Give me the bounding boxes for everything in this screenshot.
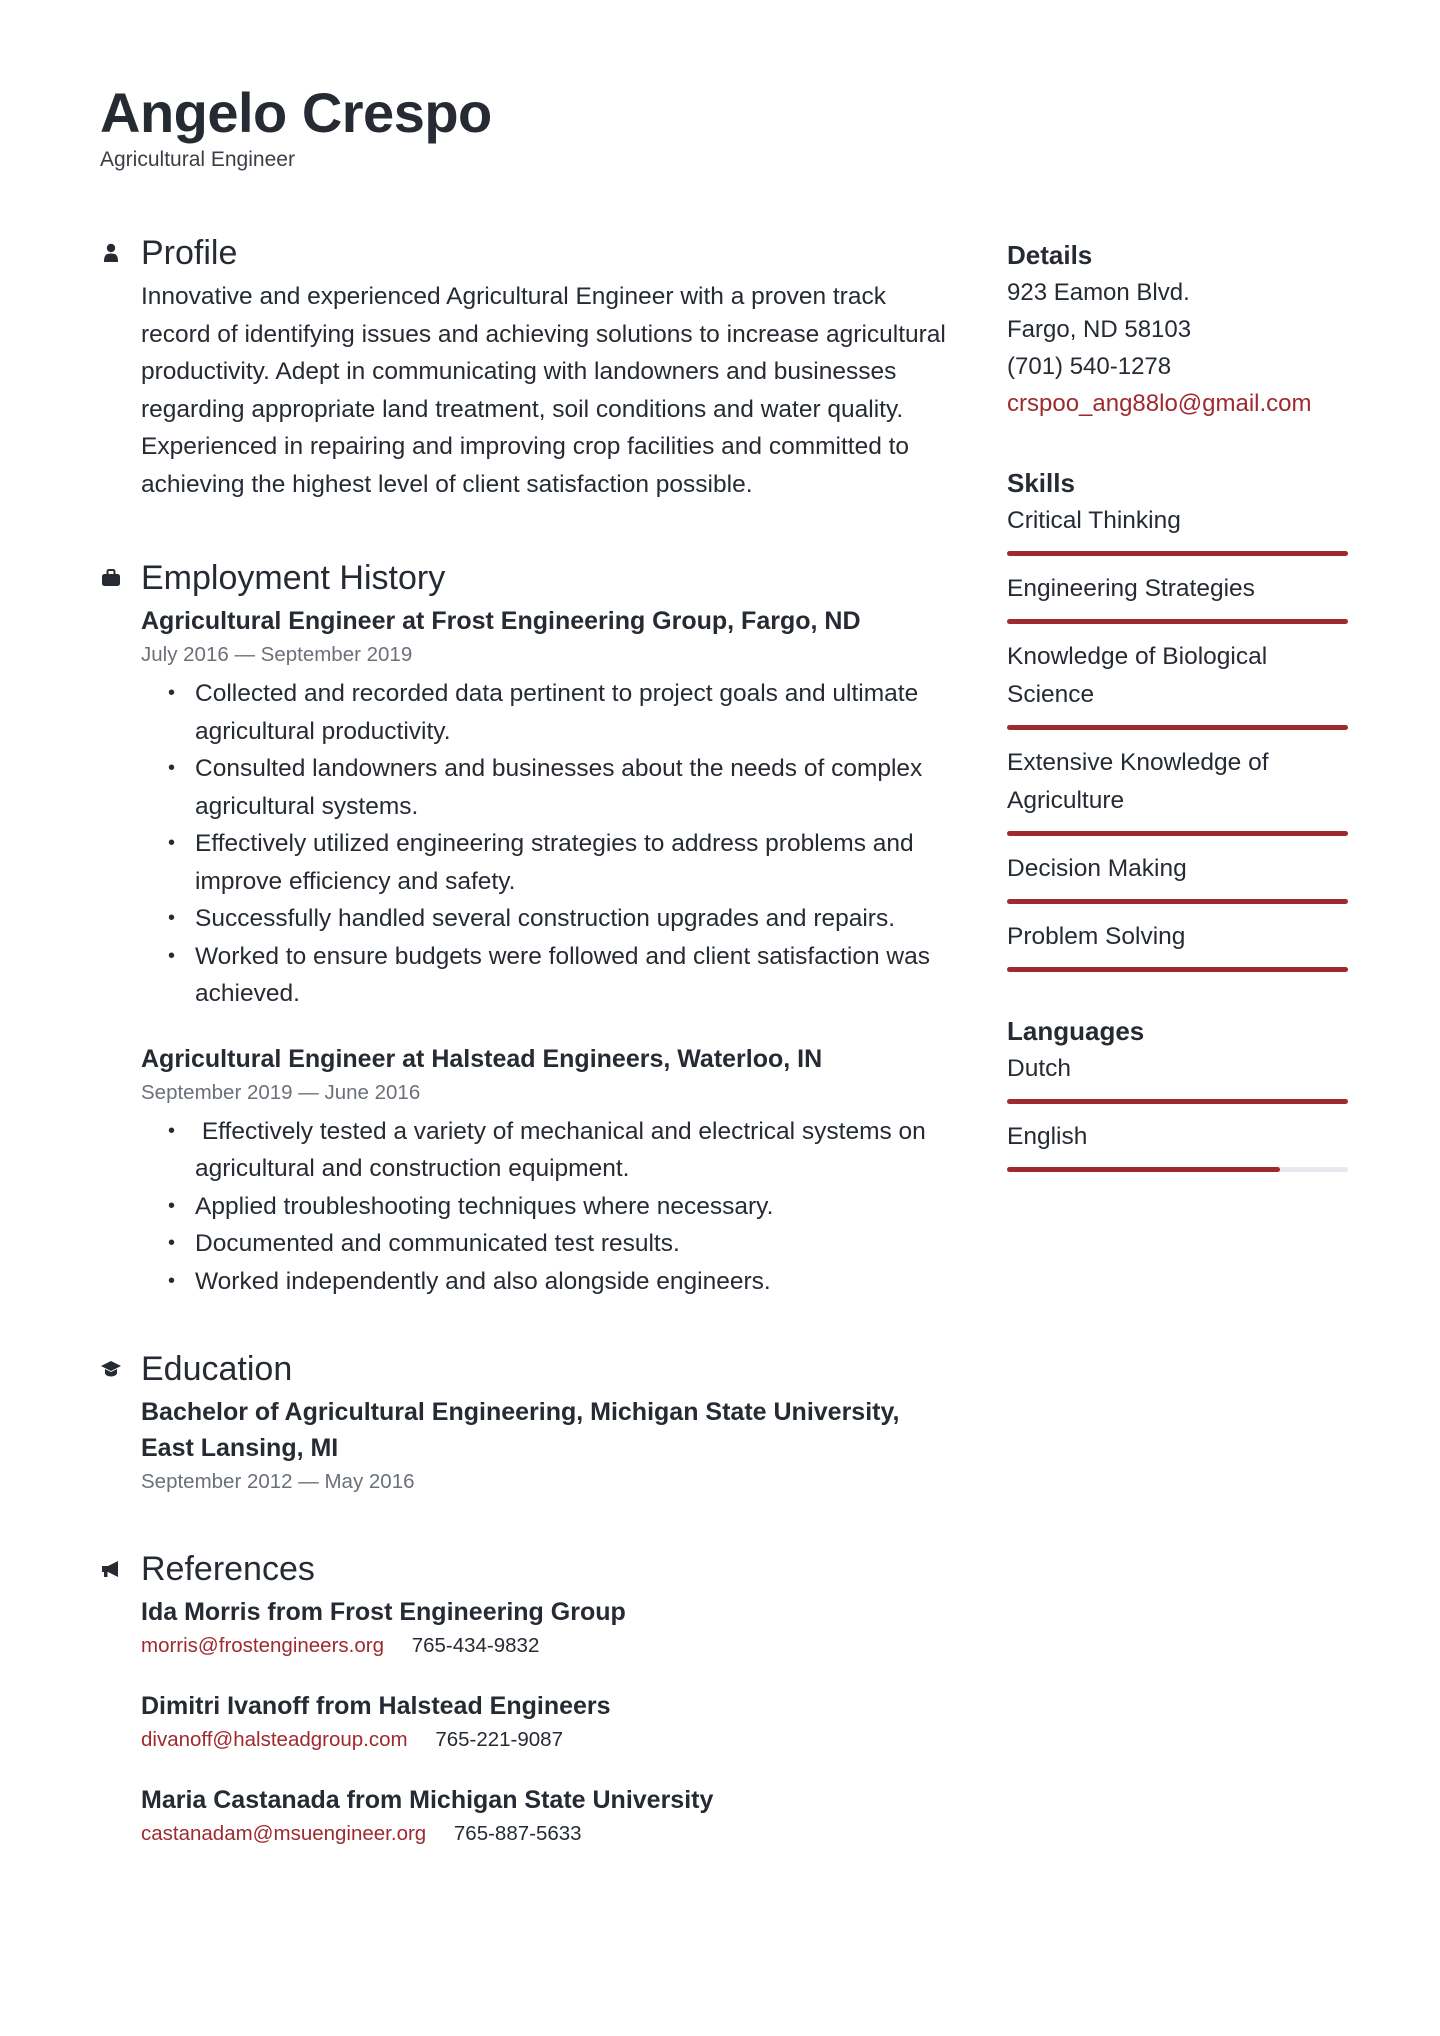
job-bullet: • Successfully handled several construction upgrades and repairs.	[141, 900, 950, 938]
skills-heading: Skills	[1007, 468, 1075, 498]
profile-heading: Profile	[141, 232, 950, 274]
email-link[interactable]: crspoo_ang88lo@gmail.com	[1007, 390, 1312, 417]
skill-item	[1007, 744, 1348, 836]
megaphone-icon	[100, 1558, 122, 1580]
details-heading: Details	[1007, 240, 1093, 270]
language-name: English	[1007, 1123, 1088, 1150]
skill-level-bar	[1007, 619, 1348, 624]
employment-section	[100, 557, 950, 1300]
job-dates: September 2019 — June 2016	[141, 1080, 421, 1104]
reference-phone: 765-221-9087	[435, 1728, 563, 1751]
job-bullet: • Effectively tested a variety of mechanical and electrical systems on agricultural and construction equipment.	[141, 1113, 950, 1188]
job-title: Agricultural Engineer at Halstead Engineers, Waterloo, IN	[141, 1044, 823, 1073]
skill-item	[1007, 918, 1348, 972]
job-title: Agricultural Engineer at Frost Engineering Group, Fargo, ND	[141, 607, 861, 635]
skill-level-bar	[1007, 831, 1348, 836]
reference-item	[141, 1688, 950, 1756]
skill-level-bar	[1007, 967, 1348, 972]
job-entry	[141, 603, 950, 1013]
job-bullet: • Collected and recorded data pertinent to project goals and ultimate agricultural productivity.	[141, 675, 950, 750]
candidate-name: Angelo Crespo	[100, 81, 492, 144]
candidate-title: Agricultural Engineer	[100, 148, 295, 171]
language-level-bar	[1007, 1167, 1348, 1172]
skill-name: Knowledge of Biological Science	[1007, 643, 1268, 708]
skill-item	[1007, 850, 1348, 904]
graduation-cap-icon	[100, 1358, 122, 1380]
skill-level-bar	[1007, 551, 1348, 556]
job-bullets	[141, 675, 950, 1013]
language-item	[1007, 1118, 1348, 1172]
reference-item	[141, 1594, 950, 1662]
briefcase-icon	[100, 567, 122, 589]
job-dates: July 2016 — September 2019	[141, 643, 413, 666]
reference-email-link[interactable]: castanadam@msuengineer.org	[141, 1822, 427, 1845]
reference-item	[141, 1782, 950, 1850]
details-section	[1007, 236, 1348, 422]
job-bullet: • Applied troubleshooting techniques where necessary.	[141, 1188, 950, 1226]
skill-name: Extensive Knowledge of Agriculture	[1007, 749, 1269, 814]
skills-section	[1007, 464, 1348, 972]
education-heading: Education	[141, 1348, 950, 1390]
language-name: Dutch	[1007, 1055, 1072, 1082]
profile-summary: Innovative and experienced Agricultural Engineer with a proven track record of identifying issues and achieving solutions to increase agricultural productivity. Adept in communicating with landowners and businesses regarding appropriate land treatment, soil conditions and water quality. Experienced in repairing and improving crop facilities and committed to achieving the highest level of client satisfaction possible.	[141, 283, 946, 498]
reference-name: Ida Morris from Frost Engineering Group	[141, 1598, 626, 1626]
references-heading: References	[141, 1548, 950, 1590]
language-level-bar	[1007, 1099, 1348, 1104]
skill-item	[1007, 638, 1348, 730]
degree-title: Bachelor of Agricultural Engineering, Michigan State University, East Lansing, MI	[141, 1398, 900, 1462]
job-bullet: • Effectively utilized engineering strategies to address problems and improve efficiency and safety.	[141, 825, 950, 900]
skill-name: Critical Thinking	[1007, 507, 1181, 534]
job-bullet: • Worked independently and also alongside engineers.	[141, 1263, 950, 1301]
main-column	[100, 232, 950, 1900]
job-bullet: • Documented and communicated test results.	[141, 1225, 950, 1263]
profile-section	[100, 232, 950, 503]
reference-name: Maria Castanada from Michigan State University	[141, 1786, 714, 1814]
language-item	[1007, 1050, 1348, 1104]
reference-phone: 765-434-9832	[411, 1634, 540, 1657]
skill-name: Engineering Strategies	[1007, 575, 1255, 602]
reference-email-link[interactable]: morris@frostengineers.org	[141, 1634, 384, 1657]
languages-section	[1007, 1012, 1348, 1172]
address-line-2: Fargo, ND 58103	[1007, 316, 1192, 343]
reference-email-link[interactable]: divanoff@halsteadgroup.com	[141, 1728, 408, 1751]
skill-name: Problem Solving	[1007, 923, 1186, 950]
job-bullet: • Worked to ensure budgets were followed and client satisfaction was achieved.	[141, 938, 950, 1013]
skill-level-bar	[1007, 725, 1348, 730]
job-bullet: • Consulted landowners and businesses about the needs of complex agricultural systems.	[141, 750, 950, 825]
employment-heading: Employment History	[141, 557, 950, 599]
reference-phone: 765-887-5633	[453, 1822, 582, 1845]
address-line-1: 923 Eamon Blvd.	[1007, 279, 1190, 306]
skill-name: Decision Making	[1007, 855, 1187, 882]
user-icon	[100, 242, 122, 264]
reference-name: Dimitri Ivanoff from Halstead Engineers	[141, 1692, 611, 1720]
references-section	[100, 1548, 950, 1850]
job-bullets	[141, 1113, 950, 1301]
skill-item	[1007, 502, 1348, 556]
education-section	[100, 1348, 950, 1498]
sidebar	[1007, 236, 1348, 1214]
education-dates: September 2012 — May 2016	[141, 1470, 415, 1493]
skill-level-bar	[1007, 899, 1348, 904]
skill-item	[1007, 570, 1348, 624]
phone-number: (701) 540-1278	[1007, 353, 1172, 380]
education-entry	[141, 1394, 950, 1498]
languages-heading: Languages	[1007, 1016, 1145, 1046]
job-entry	[141, 1041, 950, 1301]
